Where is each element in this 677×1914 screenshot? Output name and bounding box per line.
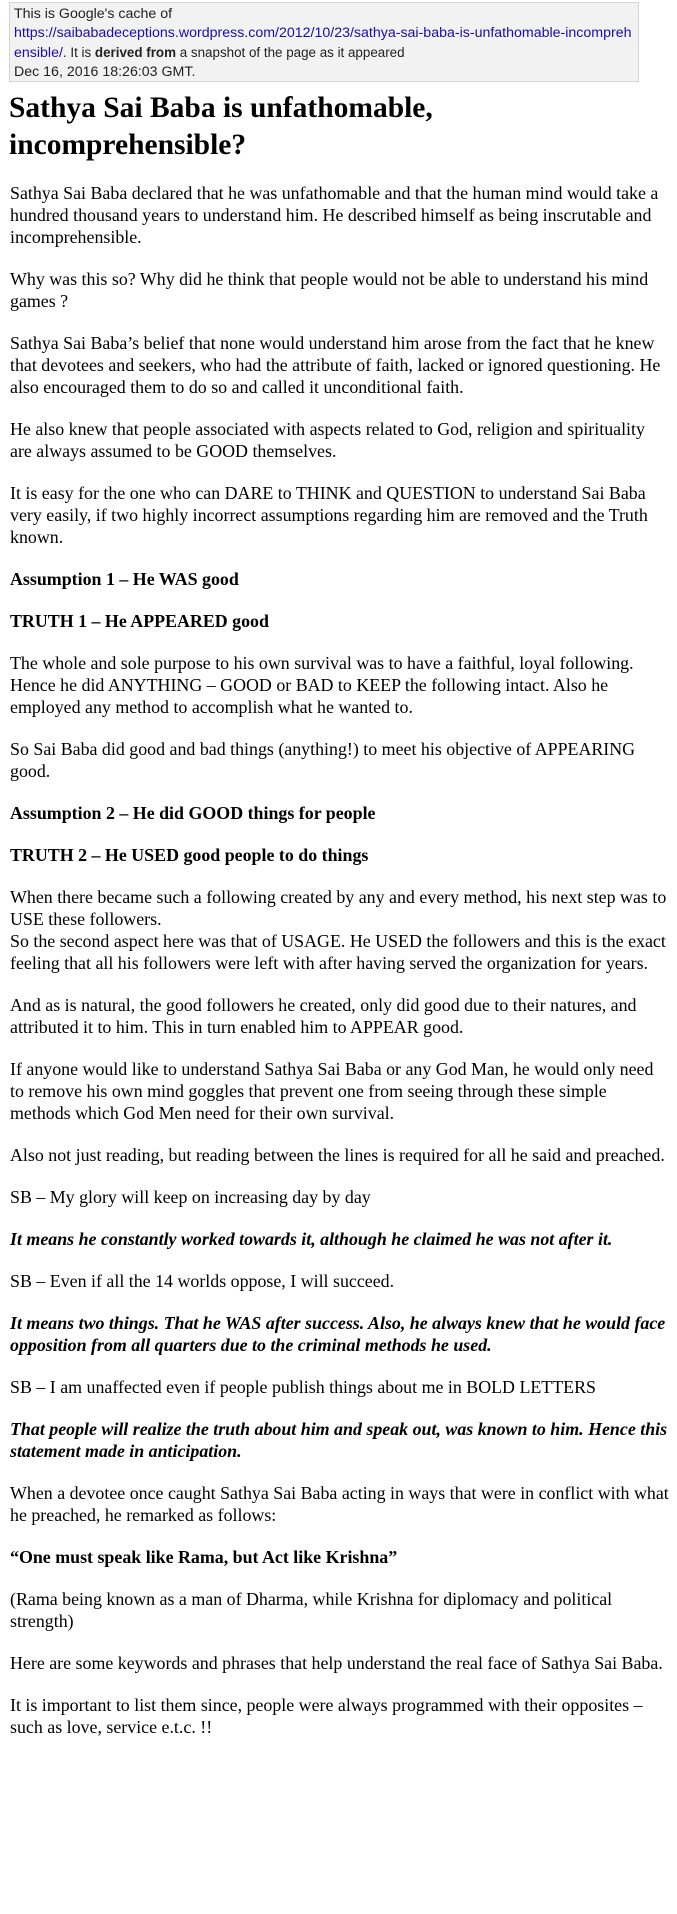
article-paragraph: TRUTH 2 – He USED good people to do things: [10, 845, 369, 865]
article-paragraph: He also knew that people associated with aspects related to God, religion and spirituality are always assumed to be GOOD themselves.: [10, 419, 645, 461]
cache-banner-prefix: This is Google's cache of: [14, 6, 173, 22]
article-body: [10, 182, 670, 1758]
article-paragraph: When there became such a following created by any and every method, his next step was to USE these followers. So the second aspect here was that of USAGE. He USED the followers and this is the exact feeling that all his followers were left with after having served the organization for years.: [10, 887, 667, 973]
article-paragraph: “One must speak like Rama, but Act like Krishna”: [10, 1547, 398, 1567]
article-paragraph: Here are some keywords and phrases that help understand the real face of Sathya Sai Baba.: [10, 1653, 663, 1673]
article-paragraph: SB – My glory will keep on increasing day by day: [10, 1187, 371, 1207]
article-paragraph: It is important to list them since, people were always programmed with their opposites – such as love, service e.t.c. !!: [10, 1695, 643, 1737]
article-paragraph: So Sai Baba did good and bad things (anything!) to meet his objective of APPEARING good.: [10, 739, 636, 781]
article-paragraph: TRUTH 1 – He APPEARED good: [10, 611, 269, 631]
article-paragraph: The whole and sole purpose to his own survival was to have a faithful, loyal following. Hence he did ANYTHING – GOOD or BAD to KEEP the following intact. Also he employed any method to accomplish what he wanted to.: [10, 653, 634, 717]
article-paragraph: That people will realize the truth about him and speak out, was known to him. Hence this statement made in anticipation.: [10, 1419, 668, 1461]
article-paragraph: SB – Even if all the 14 worlds oppose, I will succeed.: [10, 1271, 395, 1291]
cache-banner-text-1: . It is: [62, 45, 95, 60]
article-paragraph: Assumption 1 – He WAS good: [10, 569, 239, 589]
cache-banner: [9, 2, 639, 82]
article-paragraph: It means he constantly worked towards it, although he claimed he was not after it.: [10, 1229, 613, 1249]
cached-page-link[interactable]: https://saibabadeceptions.wordpress.com/2012/10/23/sathya-sai-baba-is-unfathomable-incomprehensible/: [14, 25, 632, 61]
cache-banner-derived: derived from: [94, 45, 177, 60]
article-paragraph: Also not just reading, but reading between the lines is required for all he said and preached.: [10, 1145, 665, 1165]
article-paragraph: And as is natural, the good followers he created, only did good due to their natures, and attributed it to him. This in turn enabled him to APPEAR good.: [10, 995, 637, 1037]
article-paragraph: It means two things. That he WAS after success. Also, he always knew that he would face opposition from all quarters due to the criminal methods he used.: [10, 1313, 666, 1355]
article-paragraph: Why was this so? Why did he think that people would not be able to understand his mind games ?: [10, 269, 649, 311]
article-paragraph: If anyone would like to understand Sathya Sai Baba or any God Man, he would only need to remove his own mind goggles that prevent one from seeing through these simple methods which God Men need for their own survival.: [10, 1059, 654, 1123]
article-paragraph: Sathya Sai Baba declared that he was unfathomable and that the human mind would take a hundred thousand years to understand him. He described himself as being inscrutable and incomprehensible.: [10, 183, 659, 247]
article-paragraph: (Rama being known as a man of Dharma, while Krishna for diplomacy and political strength): [10, 1589, 613, 1631]
article-paragraph: Sathya Sai Baba’s belief that none would understand him arose from the fact that he knew that devotees and seekers, who had the attribute of faith, lacked or ignored questioning. He also encouraged them to do so and called it unconditional faith.: [10, 333, 661, 397]
article-paragraph: SB – I am unaffected even if people publish things about me in BOLD LETTERS: [10, 1377, 596, 1397]
article-paragraph: It is easy for the one who can DARE to THINK and QUESTION to understand Sai Baba very easily, if two highly incorrect assumptions regarding him are removed and the Truth known.: [10, 483, 648, 547]
article-paragraph: When a devotee once caught Sathya Sai Baba acting in ways that were in conflict with what he preached, he remarked as follows:: [10, 1483, 669, 1525]
cache-banner-text-2: a snapshot of the page as it appeared: [176, 45, 405, 60]
article-paragraph: Assumption 2 – He did GOOD things for people: [10, 803, 376, 823]
article-title: Sathya Sai Baba is unfathomable, incomprehensible?: [9, 92, 433, 161]
cache-snapshot-date: Dec 16, 2016 18:26:03 GMT.: [14, 64, 196, 80]
